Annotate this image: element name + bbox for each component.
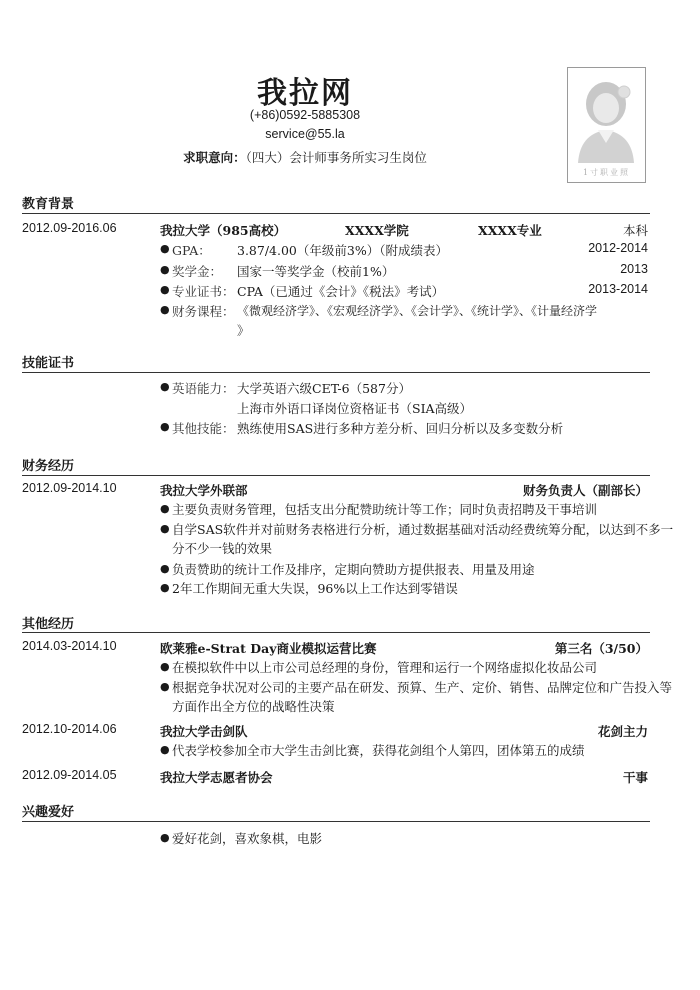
bullet-icon: ●: [160, 743, 170, 756]
section-title-education: 教育背景: [22, 197, 75, 212]
item-date: 2013: [620, 262, 648, 276]
bullet-icon: ●: [160, 303, 170, 316]
item-value: 《微观经济学》、《宏观经济学》、《会计学》、《统计学》、《计量经济学: [237, 304, 598, 318]
bullet-icon: ●: [160, 380, 170, 393]
bullet-text: 2年工作期间无重大失误，96%以上工作达到零错误: [172, 581, 458, 596]
bullet-text: 爱好花剑，喜欢象棋，电影: [172, 831, 323, 846]
bullet-icon: ●: [160, 420, 170, 433]
item-date: 2012-2014: [588, 241, 648, 255]
item-label: 英语能力：: [172, 381, 235, 396]
section-divider: [22, 632, 650, 633]
bullet-icon: ●: [160, 660, 170, 673]
section-title-other: 其他经历: [22, 617, 75, 632]
bullet-text-continued: 方面作出全方位的战略性决策: [172, 699, 335, 714]
entry-org: 欧莱雅e-Strat Day商业模拟运营比赛: [160, 641, 377, 656]
section-divider: [22, 821, 650, 822]
bullet-text-continued: 分不少一钱的效果: [172, 541, 273, 556]
entry-org: 我拉大学击剑队: [160, 724, 248, 739]
section-divider: [22, 372, 650, 373]
bullet-text: 代表学校参加全市大学生击剑比赛，获得花剑组个人第四，团体第五的成绩: [172, 743, 585, 758]
entry-role: 花剑主力: [597, 724, 648, 739]
finance-role: 财务负责人（副部长）: [522, 483, 648, 498]
photo-caption: 1寸职业照: [582, 168, 631, 177]
person-silhouette-icon: [568, 68, 645, 163]
bullet-icon: ●: [160, 283, 170, 296]
section-title-finance: 财务经历: [22, 459, 75, 474]
bullet-text: 主要负责财务管理，包括支出分配赞助统计等工作；同时负责招聘及干事培训: [172, 502, 598, 517]
bullet-icon: ●: [160, 263, 170, 276]
section-divider: [22, 213, 650, 214]
bullet-text: 自学SAS软件并对前财务表格进行分析，通过数据基础对活动经费统筹分配，以达到不多一: [172, 522, 674, 537]
bullet-text: 负责赞助的统计工作及排序，定期向赞助方提供报表、用量及用途: [172, 562, 535, 577]
entry-role: 第三名（3/50）: [554, 641, 648, 656]
section-divider: [22, 475, 650, 476]
item-value: 3.87/4.00（年级前3%）（附成绩表）: [237, 243, 448, 258]
entry-role: 干事: [622, 770, 648, 785]
profile-photo: [567, 67, 646, 183]
entry-date: 2014.03-2014.10: [22, 639, 117, 653]
item-value: 大学英语六级CET-6（587分）: [237, 381, 411, 396]
school-name: 我拉大学（985高校）: [160, 223, 287, 238]
finance-org: 我拉大学外联部: [160, 483, 248, 498]
education-date: 2012.09-2016.06: [22, 221, 117, 235]
item-value-continued: 上海市外语口译岗位资格证书（SIA高级）: [237, 401, 473, 416]
item-label: 奖学金：: [172, 264, 223, 279]
item-value: CPA（已通过《会计》《税法》考试）: [237, 284, 445, 299]
objective-value: （四大）会计师事务所实习生岗位: [245, 150, 427, 165]
bullet-icon: ●: [160, 242, 170, 255]
bullet-icon: ●: [160, 680, 170, 693]
section-title-skills: 技能证书: [22, 356, 75, 371]
phone-number: (+86)0592-5885308: [249, 108, 361, 122]
candidate-name: 我拉网: [257, 76, 353, 111]
item-value: 国家一等奖学金（校前1%）: [237, 264, 395, 279]
major-name: XXXX专业: [478, 223, 542, 238]
bullet-text: 在模拟软件中以上市公司总经理的身份，管理和运行一个网络虚拟化妆品公司: [172, 660, 598, 675]
item-value: 熟练使用SAS进行多种方差分析、回归分析以及多变数分析: [237, 421, 564, 436]
item-value-continued: 》: [237, 323, 250, 338]
job-objective: [0, 148, 610, 166]
objective-label: 求职意向：: [183, 150, 246, 165]
bullet-icon: ●: [160, 831, 170, 844]
bullet-icon: ●: [160, 522, 170, 535]
entry-date: 2012.09-2014.05: [22, 768, 117, 782]
degree: 本科: [622, 223, 648, 238]
item-label: GPA：: [172, 243, 211, 258]
entry-date: 2012.10-2014.06: [22, 722, 117, 736]
bullet-icon: ●: [160, 502, 170, 515]
finance-date: 2012.09-2014.10: [22, 481, 117, 495]
item-label: 专业证书：: [172, 284, 235, 299]
bullet-text: 根据竞争状况对公司的主要产品在研发、预算、生产、定价、销售、品牌定位和广告投入等: [172, 680, 673, 695]
item-date: 2013-2014: [588, 282, 648, 296]
entry-org: 我拉大学志愿者协会: [160, 770, 273, 785]
section-title-hobbies: 兴趣爱好: [22, 805, 75, 820]
bullet-icon: ●: [160, 581, 170, 594]
item-label: 其他技能：: [172, 421, 235, 436]
college-name: XXXX学院: [345, 223, 409, 238]
item-label: 财务课程：: [172, 304, 235, 319]
email-address: service@55.la: [265, 127, 345, 141]
bullet-icon: ●: [160, 562, 170, 575]
